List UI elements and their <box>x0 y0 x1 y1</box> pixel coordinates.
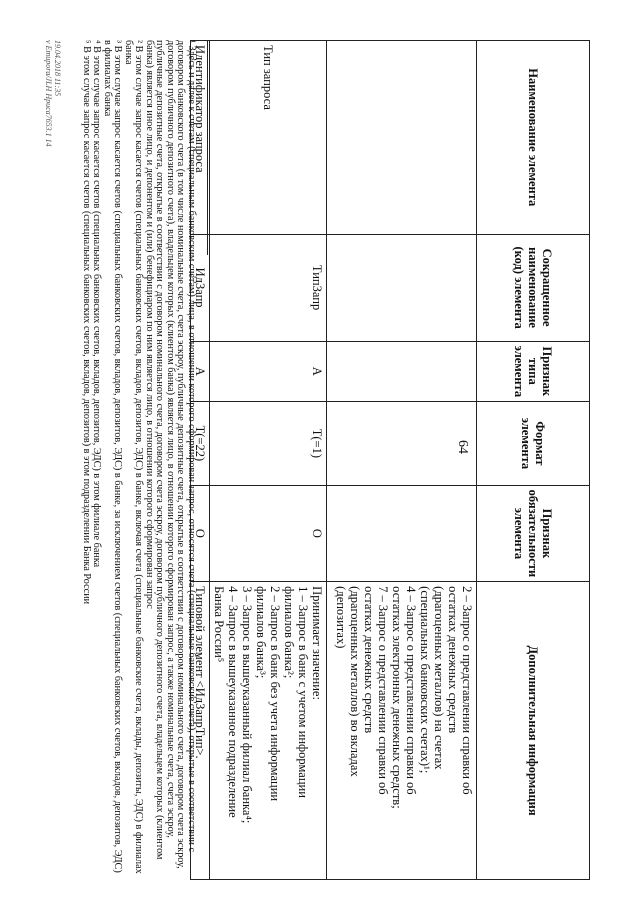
header-type: Признак типа элемента <box>477 341 590 402</box>
footnote: ² В этом случае запрос касается счетов (специальных банковских счетов, вкладов, депозитов, ЭДС) в банке, включая счета (специальные банковские счета, вклады, депозиты, ЭДС) в филиалах банка <box>123 40 145 874</box>
print-stamp <box>44 40 62 147</box>
cell-code <box>327 234 477 341</box>
footnote: ⁴ В этом случае запрос касается счетов (специальных банковских счетов, вкладов, депозитов, ЭДС) в этом филиале банка <box>91 40 103 568</box>
header-info: Дополнительная информация <box>477 582 590 880</box>
info-line: филиалов банка²; <box>282 586 296 679</box>
info-line: 7 – Запрос о представлении справки об <box>376 586 390 795</box>
cell-required <box>327 485 477 582</box>
table-header-row <box>477 41 590 880</box>
cell-info <box>210 582 327 880</box>
info-line: Типовой элемент <ИдЗапрТип>. <box>193 586 207 759</box>
cell-code: ТипЗапр <box>210 234 327 341</box>
info-line: 3 – Запрос в вышеуказанный филиал банка⁴; <box>240 586 254 824</box>
table-row <box>327 41 477 880</box>
cell-type <box>327 341 477 402</box>
cell-format <box>327 402 477 486</box>
info-line: Принимает значение: <box>310 586 324 700</box>
cell-name: Тип запроса <box>210 41 327 235</box>
footnotes <box>81 40 197 875</box>
info-line: 4 – Запрос о представлении справки об <box>404 586 418 795</box>
info-line: (драгоценных металлов) на счетах <box>432 586 446 770</box>
cell-info <box>327 582 477 880</box>
footnote-separator <box>207 40 208 255</box>
cell-name <box>327 41 477 235</box>
stamp-line: v Emupora/JLH Hpuca7653.1 14 <box>44 40 53 147</box>
header-format: Формат элемента <box>477 402 590 486</box>
page-number: 64 <box>455 440 470 454</box>
cell-type: А <box>210 341 327 402</box>
info-line: 4 – Запрос в вышеуказанное подразделение <box>226 586 240 818</box>
info-line: 2 – Запрос о представлении справки об <box>460 586 474 795</box>
info-line: остатках электронных денежных средств; <box>390 586 404 809</box>
cell-format: T(=1) <box>210 402 327 486</box>
footnote: ⁵ В этом случае запрос касается счетов (специальных банковских счетов, вкладов, депозитов) в этом подразделении Банка России <box>81 40 92 605</box>
footnote: ³ В этом случае запрос касается счетов (специальных банковских счетов, вкладов, депозитов, ЭДС) в банке, за исключением счетов (специальных банковских счетов, вкладов, депозитов, ЭДС) в филиалах банка <box>102 40 124 873</box>
cell-name: Идентификатор запроса <box>191 41 210 235</box>
footnote: ¹ Здесь и далее к счетам (специальным банковским счетам) лица, в отношении которого сформирован запрос, относятся счета (специальные банковские счета), открытые в соответствии с договором банковского счета (в том числе номинальные счета, счета эскроу, публичные депозитные счета, открытые в соответствии с договором номинального счета, договором счета эскроу, договором публичного депозитного счета), владельцем которых (клиентом банка) является лицо, в отношении которого сформирован запрос, а также номинальные счета, счета эскроу, публичные депозитные счета, открытые в соответствии с договором номинального счета, договором счета эскроу, договором публичного депозитного счета, владельцем которых (клиентом банка) является иное лицо, и депонентом и (или) бенефициаром по ним является лицо, в отношении которого сформирован запрос <box>144 40 197 869</box>
header-name: Наименование элемента <box>477 41 590 235</box>
info-line: (специальных банковских счетах)¹; <box>418 586 432 774</box>
info-line: филиалов банка³; <box>254 586 268 679</box>
info-line: остатках денежных средств <box>362 586 376 734</box>
header-code: Сокращенное наименование (код) элемента <box>477 234 590 341</box>
cell-required: О <box>191 485 210 582</box>
table-row <box>210 41 327 880</box>
table-body <box>191 41 477 880</box>
info-line: остатках денежных средств <box>446 586 460 734</box>
info-line: 1 – Запрос в банк с учетом информации <box>296 586 310 798</box>
info-line: (депозитах) <box>334 586 348 649</box>
cell-required: О <box>210 485 327 582</box>
info-line: (драгоценных металлов) во вкладах <box>348 586 362 777</box>
stamp-line: 19.04.2018 11:35 <box>53 40 62 97</box>
cell-code: ИдЗапр <box>191 234 210 341</box>
cell-format: T(=22) <box>191 402 210 486</box>
cell-type: А <box>191 341 210 402</box>
info-line: Банка России⁵ <box>212 586 226 663</box>
header-required: Признак обязательности элемента <box>477 485 590 582</box>
elements-table <box>190 40 590 880</box>
info-line: 2 – Запрос в банк без учета информации <box>268 586 282 802</box>
